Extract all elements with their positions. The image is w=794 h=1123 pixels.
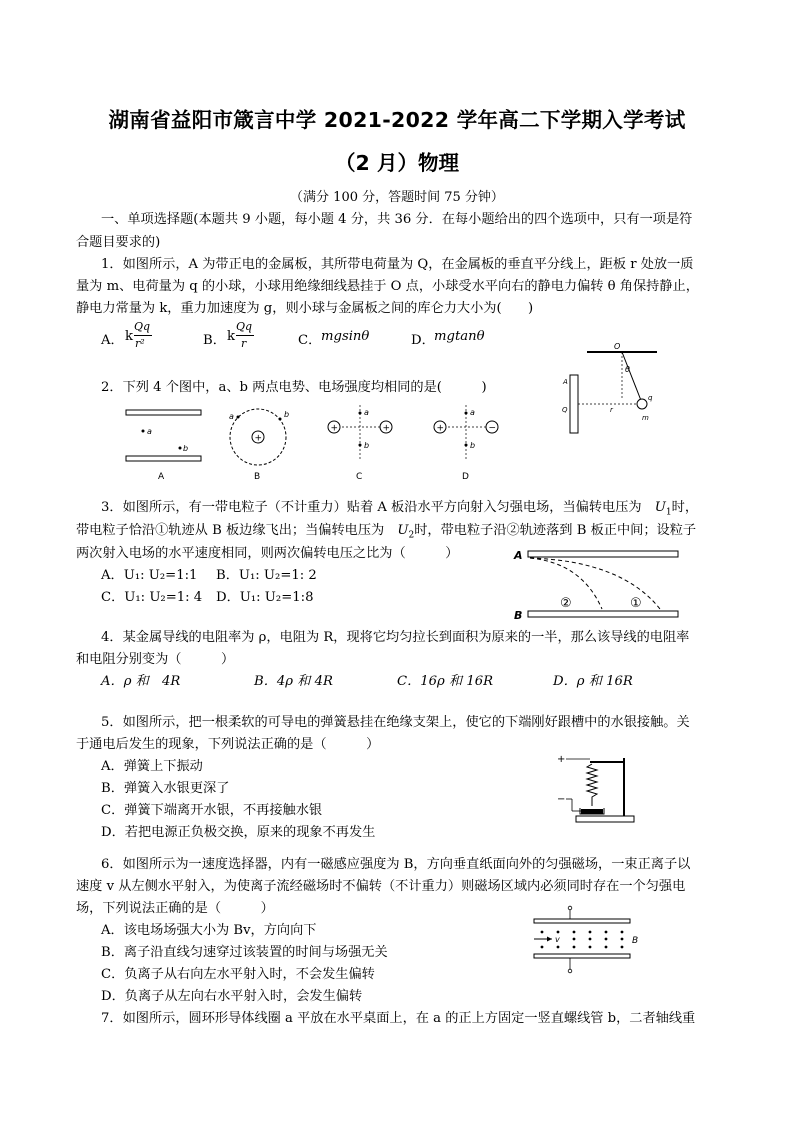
- q5-line1: 5．如图所示，把一根柔软的可导电的弹簧悬挂在绝缘支架上，使它的下端刚好跟槽中的水银接触。关: [101, 715, 690, 730]
- section1-heading-line2: 合题目要求的): [76, 235, 161, 250]
- q6-line2: 速度 v 从左侧水平射入，为使离子流经磁场时不偏转（不计重力）则磁场区域内必须同时存在一个匀强电: [76, 879, 686, 894]
- q2-figures: [118, 405, 503, 485]
- q2-figD-caption: D: [462, 472, 469, 482]
- q5-option-c: C．弹簧下端离开水银，不再接触水银: [101, 803, 323, 818]
- q6-option-c: C．负离子从右向左水平射入时，不会发生偏转: [101, 967, 375, 982]
- q6-option-b: B．离子沿直线匀速穿过该装置的时间与场强无关: [101, 945, 388, 960]
- field-dot: [573, 946, 576, 949]
- q4-option-d: D．ρ 和 16R: [553, 674, 633, 689]
- q5-option-b: B．弹簧入水银更深了: [101, 781, 230, 796]
- q1-label-theta: θ: [625, 365, 630, 374]
- q1-option-a-k: k: [125, 329, 133, 344]
- q2-figD-label-b: b: [470, 441, 476, 450]
- q2-figA-top-plate: [126, 410, 201, 415]
- q5-spring: [587, 764, 597, 806]
- q2-figD-point-a: [465, 412, 468, 415]
- q1-option-d-expr: mgtanθ: [434, 329, 485, 344]
- q2-figA-caption: A: [158, 472, 165, 482]
- q2-figC-plus-left: +: [330, 423, 339, 434]
- q6-figure-velocity-selector: [528, 905, 648, 975]
- q2-figC-label-b: b: [364, 441, 370, 450]
- q2-figB-point-b: [279, 418, 282, 421]
- q2-figC-plus-right: +: [382, 423, 391, 434]
- field-dot: [589, 946, 592, 949]
- field-dot: [589, 938, 592, 941]
- q5-line2: 于通电后发生的现象，下列说法正确的是（ ）: [76, 737, 380, 752]
- q4-option-c: C．16ρ 和 16R: [397, 674, 494, 689]
- q3-u1-symbol: U: [654, 500, 666, 515]
- q3-u1-subscript: 1: [665, 507, 672, 518]
- q3-line2-tail: 时，带电粒子沿②轨迹落到 B 板正中间；设粒子: [414, 523, 697, 538]
- q3-line2-text: 带电粒子恰沿①轨迹从 B 板边缘飞出；当偏转电压为: [76, 523, 398, 538]
- q2-figD-minus: −: [488, 423, 497, 434]
- q2-figA-point-b: [179, 447, 182, 450]
- q6-option-a: A．该电场场强大小为 Bv，方向向下: [101, 923, 317, 938]
- q1-label-Q: Q: [562, 406, 568, 414]
- field-dot: [621, 931, 624, 934]
- q1-option-a-label: A．: [101, 333, 124, 348]
- q1-option-a-num: Qq: [134, 320, 151, 333]
- q3-u2-symbol: U: [397, 523, 409, 538]
- q1-label-q: q: [648, 394, 653, 402]
- q4-option-a: A．ρ 和 4R: [101, 674, 181, 689]
- exam-subtitle: （满分 100 分，答题时间 75 分钟）: [290, 190, 504, 205]
- q5-option-d: D．若把电源正负极交换，原来的现象不再发生: [101, 825, 376, 840]
- q1-label-r: r: [610, 406, 613, 414]
- q2-figC-point-a: [359, 412, 362, 415]
- q1-line1: 1．如图所示，A 为带正电的金属板，其所带电荷量为 Q，在金属板的垂直平分线上，距板 r 处放一质: [101, 257, 694, 272]
- q3-option-c: C．U₁: U₂=1: 4: [101, 590, 203, 605]
- q1-option-d-label: D．: [411, 333, 435, 348]
- q1-metal-plate: [570, 375, 578, 433]
- q1-options: [101, 318, 521, 358]
- q2-figD-plus: +: [436, 423, 445, 434]
- q4-line1: 4．某金属导线的电阻率为 ρ，电阻为 R，现将它均匀拉长到面积为原来的一半，那么该导线的电阻率: [101, 630, 690, 645]
- q3-u2-subscript: 2: [408, 530, 415, 541]
- q1-option-c-label: C．: [298, 333, 322, 348]
- q4-line2: 和电阻分别变为（ ）: [76, 652, 235, 667]
- q1-line2: 量为 m、电荷量为 q 的小球，小球用绝缘细线悬挂于 O 点，小球受水平向右的静电力偏转 θ 角保持静止，: [76, 279, 699, 294]
- q2-figB-caption: B: [254, 472, 261, 482]
- q2-figB-point-a: [237, 416, 240, 419]
- q1-string: [622, 352, 642, 403]
- exam-title-line1: 湖南省益阳市箴言中学 2021-2022 学年高二下学期入学考试: [108, 108, 686, 132]
- q2-figA-bottom-plate: [126, 456, 201, 461]
- q3-line1-text: 3．如图所示，有一带电粒子（不计重力）贴着 A 板沿水平方向射入匀强电场，当偏转电压为: [101, 500, 655, 515]
- field-dot: [557, 931, 560, 934]
- q2-figA-point-a: [142, 430, 145, 433]
- q6-label-B: B: [632, 936, 639, 946]
- q6-line1: 6．如图所示为一速度选择器，内有一磁感应强度为 B，方向垂直纸面向外的匀强磁场，一束正离子以: [101, 857, 691, 872]
- q6-label-v: v: [555, 935, 560, 944]
- q1-option-b-fraction-bar: [236, 335, 254, 336]
- q3-plate-A: [528, 551, 678, 557]
- q3-plate-B: [528, 611, 678, 617]
- field-dot: [605, 946, 608, 949]
- q1-ball: [637, 399, 647, 409]
- q3-figure-deflection: [512, 545, 692, 627]
- section1-heading-line1: 一、单项选择题(本题共 9 小题，每小题 4 分，共 36 分．在每小题给出的四个选项中，只有一项是符: [101, 212, 693, 227]
- field-dot: [541, 931, 544, 934]
- q1-line3: 静电力常量为 k，重力加速度为 g，则小球与金属板之间的库仑力大小为( ): [76, 301, 534, 316]
- q6-line3: 场，下列说法正确的是（ ）: [76, 901, 274, 916]
- q3-label-circle-2: ②: [560, 596, 572, 611]
- q5-figure-spring: [554, 750, 644, 830]
- q3-option-b: B．U₁: U₂=1: 2: [216, 568, 317, 583]
- q1-option-b-label: B．: [203, 333, 226, 348]
- q5-mercury: [581, 809, 603, 814]
- field-dot: [557, 946, 560, 949]
- q2-figB-plus: +: [254, 433, 263, 444]
- q5-label-minus: −: [557, 794, 566, 805]
- q3-label-circle-1: ①: [630, 596, 642, 611]
- q6-bottom-plate: [534, 954, 630, 958]
- q2-figC-label-a: a: [364, 408, 369, 417]
- q6-velocity-arrowhead: [547, 937, 552, 942]
- q1-option-b-num: Qq: [236, 320, 253, 333]
- q2-figC-caption: C: [356, 472, 363, 482]
- q1-figure-pendulum: [562, 340, 692, 440]
- q2-figB-label-b: b: [284, 410, 290, 419]
- q2-figC-point-b: [359, 444, 362, 447]
- q6-magnetic-field-dots: [541, 931, 624, 949]
- exam-title-line2: （2 月）物理: [335, 151, 459, 175]
- q1-label-O: O: [614, 342, 621, 351]
- q1-option-c-expr: mgsinθ: [321, 329, 370, 344]
- field-dot: [621, 938, 624, 941]
- q4-option-b: B．4ρ 和 4R: [254, 674, 333, 689]
- q1-option-b-k: k: [227, 329, 235, 344]
- q6-top-terminal: [568, 906, 572, 910]
- q5-label-plus: +: [557, 754, 566, 765]
- q3-label-B: B: [514, 609, 523, 622]
- q2-figD-point-b: [465, 444, 468, 447]
- field-dot: [573, 931, 576, 934]
- q5-option-a: A．弹簧上下振动: [101, 759, 203, 774]
- q1-option-a-den: r²: [135, 337, 145, 350]
- q2-figA-label-a: a: [147, 427, 152, 436]
- field-dot: [605, 938, 608, 941]
- field-dot: [621, 946, 624, 949]
- q2-stem: 2．下列 4 个图中，a、b 两点电势、电场强度均相同的是( ): [101, 380, 487, 395]
- field-dot: [541, 946, 544, 949]
- q1-label-m: m: [642, 414, 649, 422]
- q6-bottom-terminal: [568, 969, 572, 973]
- q7-line1: 7．如图所示，圆环形导体线圈 a 平放在水平桌面上，在 a 的正上方固定一竖直螺线管 b，二者轴线重: [101, 1011, 696, 1026]
- q1-label-A: A: [563, 378, 568, 386]
- q6-top-plate: [534, 919, 630, 923]
- q2-figB-label-a: a: [229, 412, 234, 421]
- q3-label-A: A: [514, 549, 523, 562]
- field-dot: [589, 931, 592, 934]
- q3-line1-tail: 时，: [671, 500, 699, 515]
- q5-base: [576, 816, 634, 822]
- q2-figA-label-b: b: [183, 444, 189, 453]
- q6-option-d: D．负离子从左向右水平射入时，会发生偏转: [101, 989, 363, 1004]
- q2-figD-label-a: a: [470, 408, 475, 417]
- q1-option-a-fraction-bar: [134, 335, 152, 336]
- field-dot: [573, 938, 576, 941]
- q3-option-a: A．U₁: U₂=1:1: [101, 568, 198, 583]
- q3-line3: 两次射入电场的水平速度相同，则两次偏转电压之比为（ ）: [76, 546, 459, 561]
- q3-option-d: D．U₁: U₂=1:8: [216, 590, 314, 605]
- field-dot: [605, 931, 608, 934]
- q1-option-b-den: r: [241, 337, 247, 350]
